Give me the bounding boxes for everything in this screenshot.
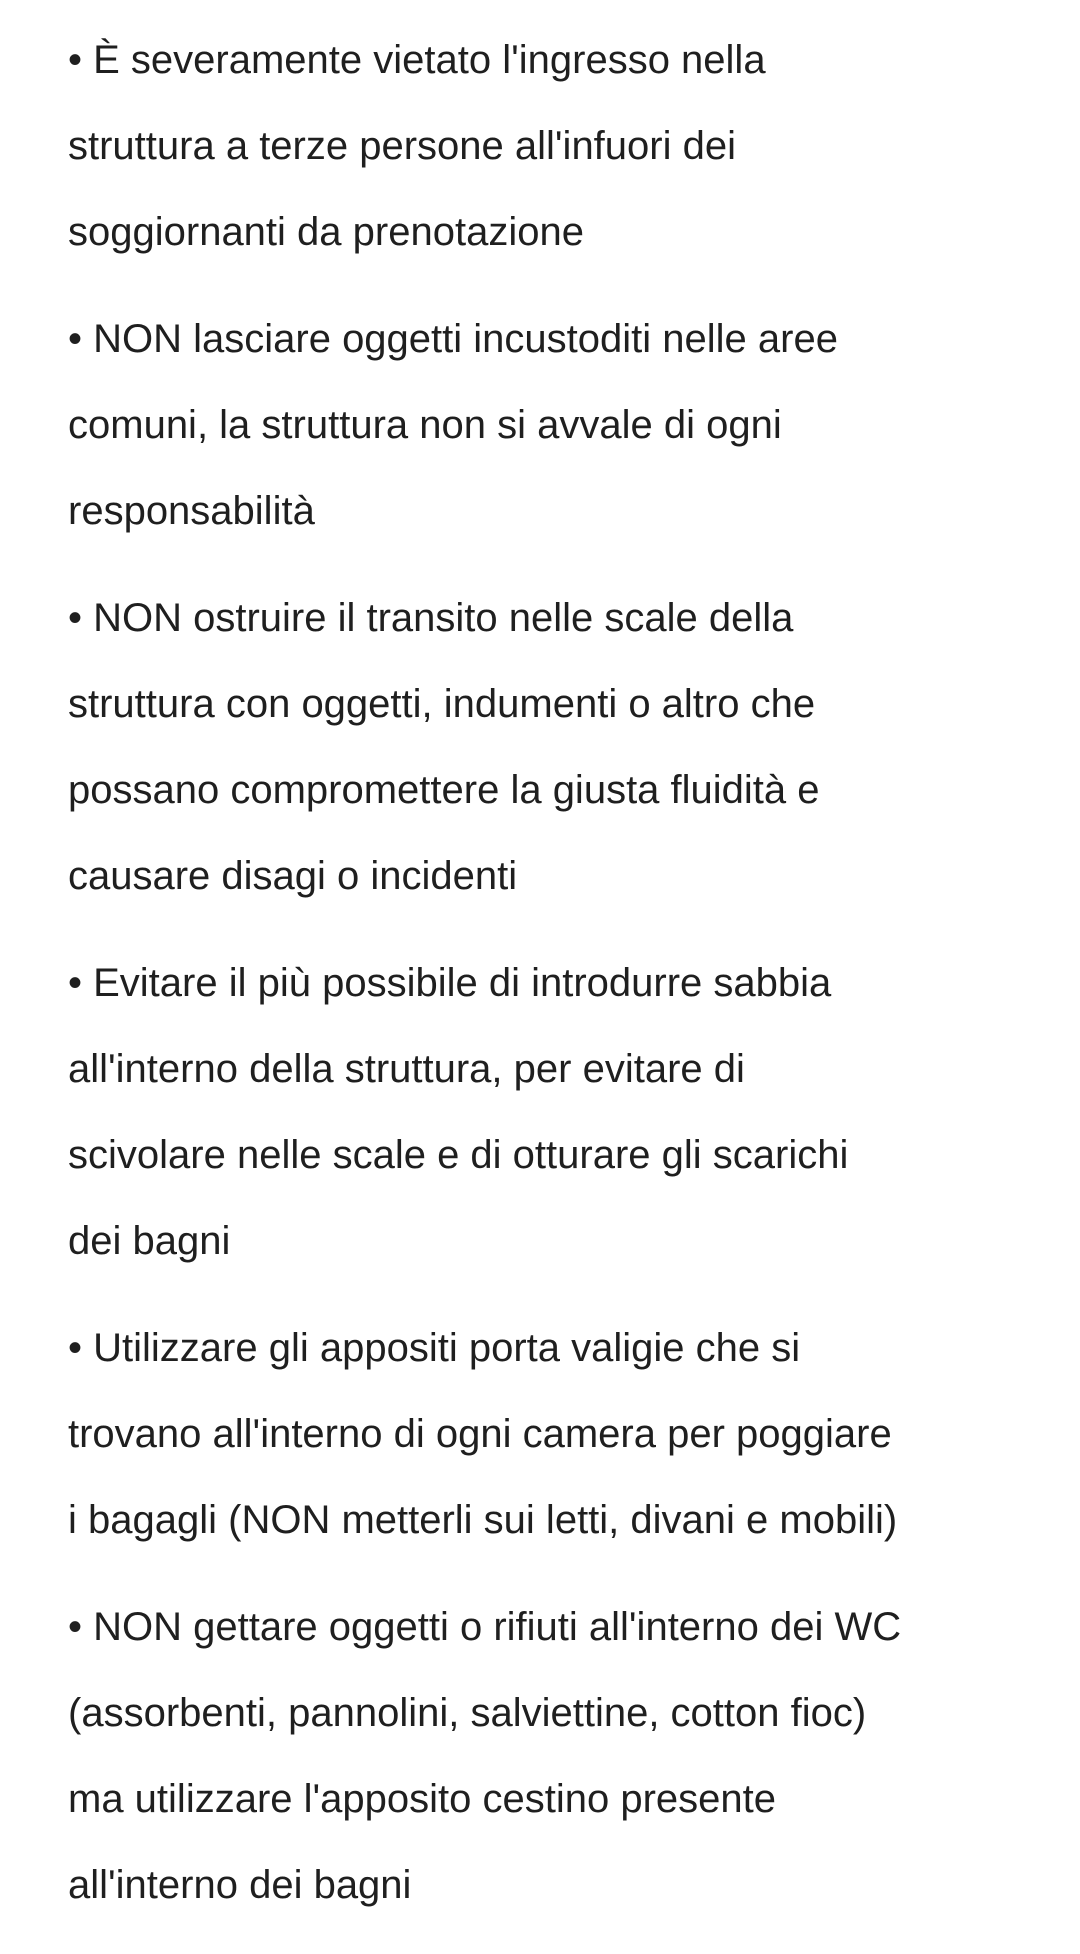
rule-text-line: struttura con oggetti, indumenti o altro che [68, 682, 816, 726]
rule-text-line: • NON gettare oggetti o rifiuti all'interno dei WC [68, 1605, 902, 1649]
rule-no-waste-in-wc [68, 1589, 1028, 1954]
rule-avoid-sand [68, 945, 1028, 1310]
rule-no-third-parties [68, 22, 1028, 301]
rule-text-line: • Utilizzare gli appositi porta valigie che si [68, 1326, 801, 1370]
rule-text-line: • NON ostruire il transito nelle scale della [68, 596, 794, 640]
rule-text-line: i bagagli (NON metterli sui letti, divani e mobili) [68, 1498, 898, 1542]
rule-text-line: • NON lasciare oggetti incustoditi nelle aree [68, 317, 838, 361]
rule-text-line: dei bagni [68, 1219, 231, 1263]
rule-text-line: trovano all'interno di ogni camera per poggiare [68, 1412, 892, 1456]
rule-text-line: possano compromettere la giusta fluidità e [68, 768, 820, 812]
rule-text-line: soggiornanti da prenotazione [68, 210, 584, 254]
rule-text-line: causare disagi o incidenti [68, 854, 518, 898]
house-rules-list [68, 22, 1028, 1954]
rule-text-line: • È severamente vietato l'ingresso nella [68, 38, 766, 82]
rule-text-line: • Evitare il più possibile di introdurre sabbia [68, 961, 832, 1005]
rule-text-line: scivolare nelle scale e di otturare gli scarichi [68, 1133, 849, 1177]
rule-text-line: struttura a terze persone all'infuori dei [68, 124, 736, 168]
rule-text-line: comuni, la struttura non si avvale di ogni [68, 403, 782, 447]
rule-keep-stairs-clear [68, 580, 1028, 945]
rule-text-line: all'interno dei bagni [68, 1863, 412, 1907]
rule-text-line: all'interno della struttura, per evitare di [68, 1047, 745, 1091]
rule-text-line: responsabilità [68, 489, 315, 533]
rule-text-line: (assorbenti, pannolini, salviettine, cotton fioc) [68, 1691, 867, 1735]
rule-no-unattended-items [68, 301, 1028, 580]
rule-use-luggage-racks [68, 1310, 1028, 1589]
rule-text-line: ma utilizzare l'apposito cestino presente [68, 1777, 777, 1821]
